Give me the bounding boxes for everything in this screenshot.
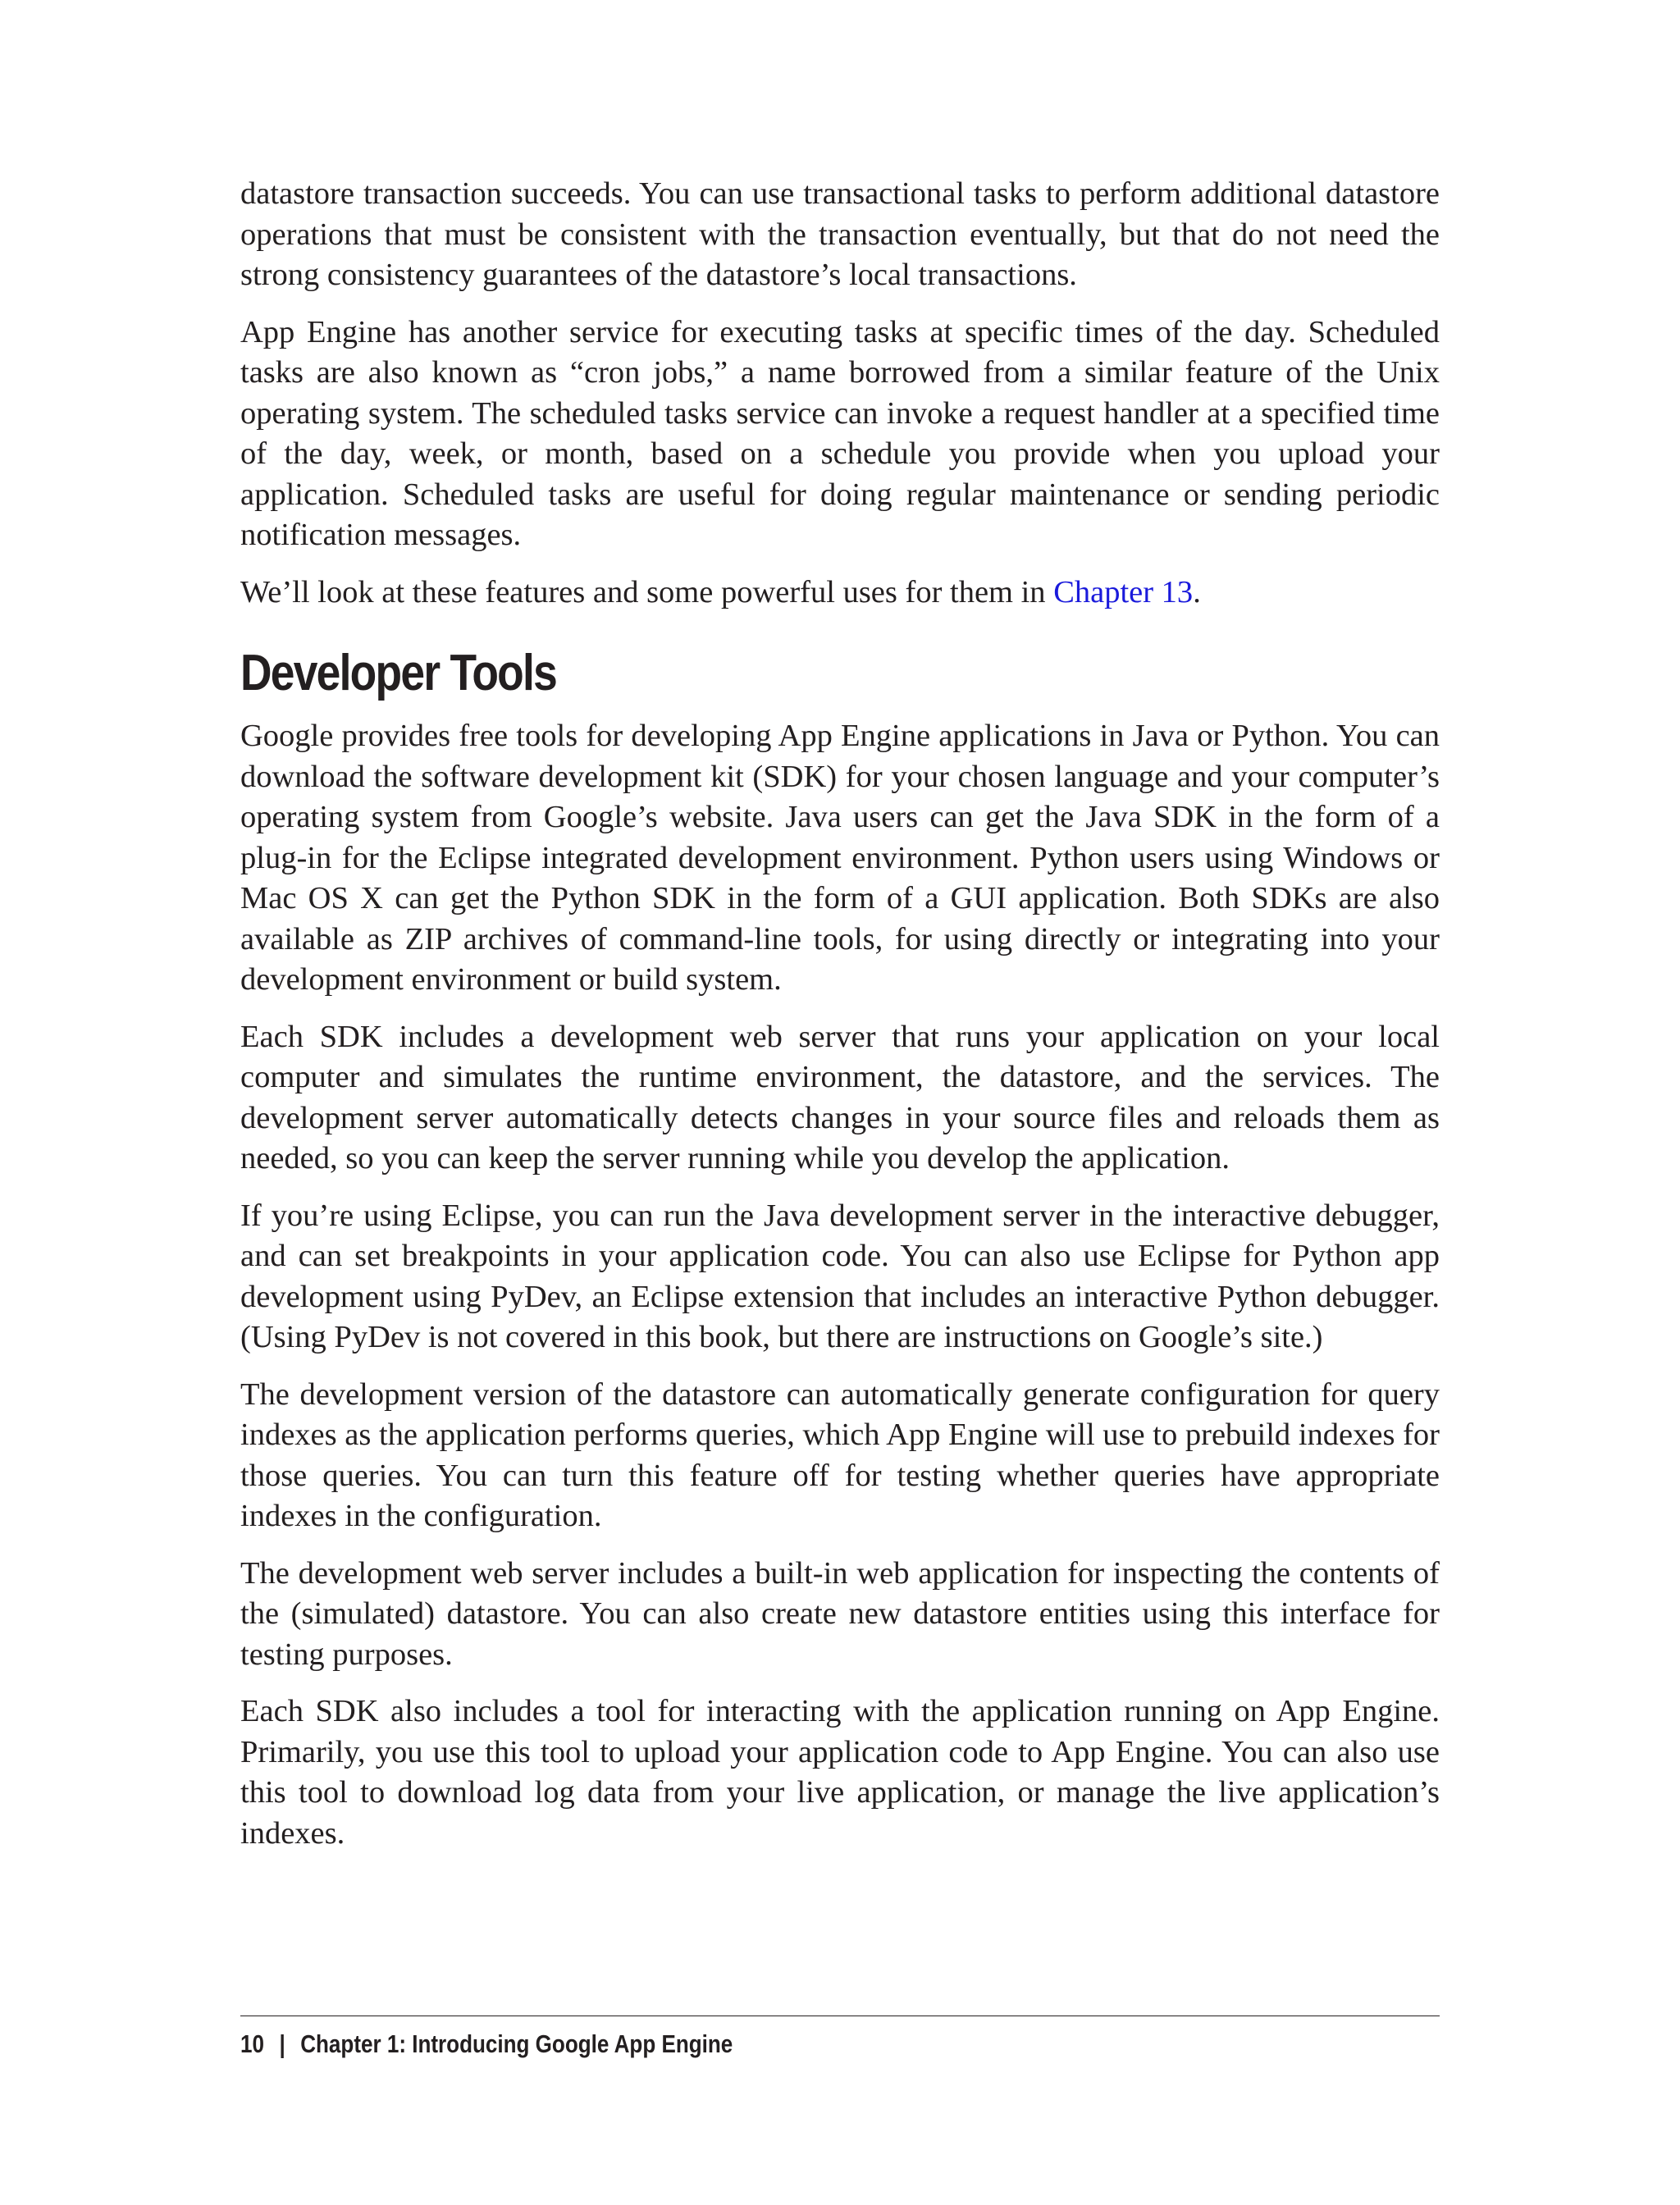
paragraph-scheduled-tasks: App Engine has another service for executing tasks at specific times of the day. Scheduled tasks are also known as “cron jobs,” a name borrowed from a similar feature of the Unix operating system. The scheduled tasks service can invoke a request handler at a specified time of the day, week, or month, based on a schedule you provide when you upload your application. Scheduled tasks are useful for doing regular maintenance or sending periodic notification messages. xyxy=(240,314,1440,552)
page-number: 10 xyxy=(240,2029,264,2058)
footer-separator: | xyxy=(279,2029,285,2058)
paragraph-dev-web-server: Each SDK includes a development web server that runs your application on your local computer and simulates the runtime environment, the datastore, and the services. The development server automatically detects changes in your source files and reloads them as needed, so you can keep the server running while you develop the application. xyxy=(240,1019,1440,1176)
paragraph-upload-tool: Each SDK also includes a tool for interacting with the application running on App Engine. Primarily, you use this tool to upload your application code to App Engine. You can also use this tool to download log data from your live application, or manage the live application’s indexes. xyxy=(240,1694,1440,1851)
paragraph-crossref xyxy=(240,573,1440,614)
crossref-period: . xyxy=(1193,574,1201,609)
section-heading-developer-tools: Developer Tools xyxy=(240,645,557,701)
page-body xyxy=(240,174,1440,1870)
crossref-text: We’ll look at these features and some powerful uses for them in xyxy=(240,574,1054,609)
paragraph-datastore-inspector: The development web server includes a built-in web application for inspecting the contents of the (simulated) datastore. You can also create new datastore entities using this interface for testing purposes. xyxy=(240,1555,1440,1672)
chapter-13-link[interactable]: Chapter 13 xyxy=(1053,574,1194,609)
page-footer xyxy=(240,2028,733,2061)
paragraph-query-indexes: The development version of the datastore can automatically generate configuration for query indexes as the application performs queries, which App Engine will use to prebuild indexes for those queries. You can turn this feature off for testing whether queries have appropriate indexes in the configuration. xyxy=(240,1376,1440,1533)
paragraph-transactional-tasks: datastore transaction succeeds. You can use transactional tasks to perform additional datastore operations that must be consistent with the transaction eventually, but that do not need the strong consistency guarantees of the datastore’s local transactions. xyxy=(240,176,1440,292)
paragraph-sdk-downloads: Google provides free tools for developing App Engine applications in Java or Python. You can download the software development kit (SDK) for your chosen language and your computer’s operating system from Google’s website. Java users can get the Java SDK in the form of a plug-in for the Eclipse integrated development environment. Python users using Windows or Mac OS X can get the Python SDK in the form of a GUI application. Both SDKs are also available as ZIP archives of command-line tools, for using directly or integrating into your development environment or build system. xyxy=(240,719,1440,997)
paragraph-eclipse-debugging: If you’re using Eclipse, you can run the Java development server in the interactive debugger, and can set breakpoints in your application code. You can also use Eclipse for Python app development using PyDev, an Eclipse extension that includes an interactive Python debugger. (Using PyDev is not covered in this book, but there are instructions on Google’s site.) xyxy=(240,1198,1440,1354)
running-chapter-title: Chapter 1: Introducing Google App Engine xyxy=(300,2029,733,2058)
